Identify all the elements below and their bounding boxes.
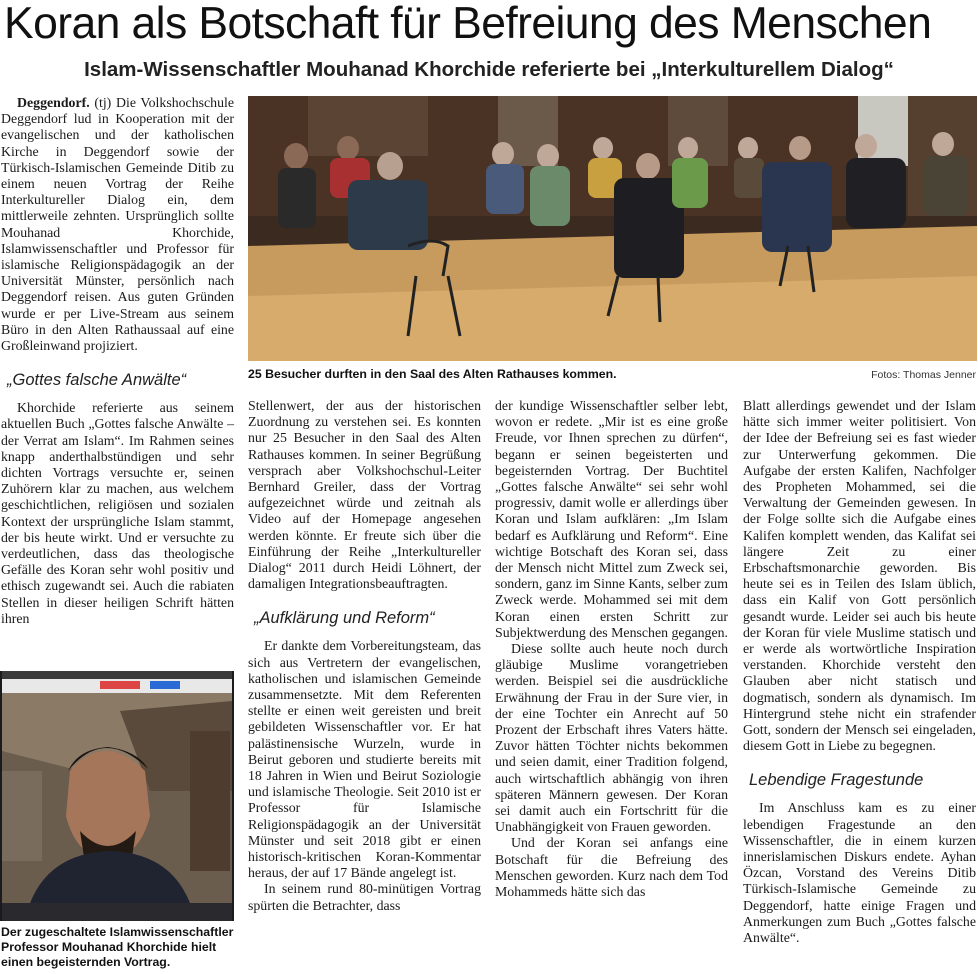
article-column-4 bbox=[743, 398, 976, 946]
photo-credit: Fotos: Thomas Jenner bbox=[871, 369, 976, 381]
paragraph: Blatt allerdings gewendet und der Islam hätte sich immer weiter politisiert. Von der Idee der Befreiung sei es fast wieder zur Unterwerfung gekommen. Die Aufgabe der ersten Kalifen, Nachfolger des Propheten Mohammed, sei die Verwaltung der Gemeinden gewesen. In der Folge sollte sich die Aufgabe eines Kalifen komplett wenden, das Kalifat sei längere Zeit zu einer Erbschaftsmonarchie geworden. Bis heute sei es in Teilen des Islam üblich, dass ein Kalif von Gott persönlich gesandt wurde. Leider sei auch bis heute der Koran für viele Muslime statisch und er werde als wortwörtliche Inspiration verstanden. Khorchide versteht den Glauben aber nicht statisch und dogmatisch, sondern als dynamisch. Im Hintergrund stehe nicht ein strafender Gott, sondern der Mensch sei eingeladen, diesem Gott in Liebe zu begegnen. bbox=[743, 398, 976, 754]
article-column-3 bbox=[495, 398, 728, 900]
article-column-2 bbox=[248, 398, 481, 914]
paragraph: der kundige Wissenschaftler selber lebt, wovon er redete. „Mir ist es eine große Freude, vor Ihnen sprechen zu dürfen“, begann er seinen begeisterten und begeisternden Vortrag. Der Buchtitel „Gottes falsche Anwälte“ sei sehr wohl progressiv, damit wolle er allerdings über Koran und Islam aufklären: „Im Islam bedarf es Aufklärung und Reform“. Eine wichtige Botschaft des Koran sei, dass der Mensch nicht Mittel zum Zweck sei, sondern, ganz im Sinne Kants, selber zum Zweck werde. Mohammed sei mit dem Koran einen ersten Schritt zur Subjektwerdung des Menschen gegangen. bbox=[495, 398, 728, 640]
paragraph: Im Anschluss kam es zu einer lebendigen Fragestunde an den Wissenschaftler, die in einem kurzen innerislamischen Diskurs endete. Ayhan Özcan, Vorstand des Vereins Ditib Türkisch-Islamische Gemeinde zu Deggendorf, hatte einige Fragen und Anmerkungen zum Buch „Gottes falsche Anwälte“. bbox=[743, 800, 976, 946]
main-photo bbox=[248, 96, 977, 361]
paragraph: Khorchide referierte aus seinem aktuellen Buch „Gottes falsche Anwälte – der Verrat am Islam“. Im Rahmen seines knapp anderthalbstündigen und sehr dichten Vortrags versuchte er, seinen Zuhörern klar zu machen, aus welchem geschichtlichen, religiösen und sozialen Kontext der ursprüngliche Islam stammt, der bis heute wirkt. Und er versuchte zu verdeutlichen, dass das theologische Gefälle des Koran sehr wohl positiv und ethisch zugewandt sei. Auch die rabiaten Stellen in dieser heiligen Schrift hätten ihren bbox=[1, 400, 234, 626]
video-call-image bbox=[0, 671, 234, 921]
main-photo-caption: 25 Besucher durften in den Saal des Alten Rathauses kommen. bbox=[248, 367, 617, 381]
subtitle-gottes-falsche-anwaelte: „Gottes falsche Anwälte“ bbox=[7, 371, 187, 390]
subheadline: Islam-Wissenschaftler Mouhanad Khorchide referierte bei „Interkulturellem Dialog“ bbox=[84, 58, 894, 81]
video-photo-caption: Der zugeschaltete Islamwissenschaftler Professor Mouhanad Khorchide hielt einen begeisternden Vortrag. bbox=[1, 925, 234, 969]
paragraph: Er dankte dem Vorbereitungsteam, das sich aus Vertretern der evangelischen, katholischen und islamischen Gemeinde zusammensetzte. Mit dem Referenten stellte er einen weit gereisten und breit gebildeten Wissenschaftler vor. Er hat palästinensische Wurzeln, wurde in Beirut geboren und studierte bereits mit 18 Jahren in Wien und Beirut Soziologie und islamische Theologie. Seit 2010 ist er Professor für Islamische Religionspädagogik an der Universität Münster und seit 2018 gibt er einen historisch-kritischen Koran-Kommentar heraus, der auf 17 Bände angelegt ist. bbox=[248, 638, 481, 881]
subtitle-aufklaerung-und-reform: „Aufklärung und Reform“ bbox=[254, 609, 435, 628]
dateline: Deggendorf. bbox=[17, 95, 90, 110]
paragraph: In seinem rund 80-minütigen Vortrag spürten die Betrachter, dass bbox=[248, 881, 481, 913]
paragraph: Stellenwert, der aus der historischen Zuordnung zu verstehen sei. Es konnten nur 25 Besucher in den Saal des Alten Rathauses kommen. In seiner Begrüßung versprach aber Volkshochschul-Leiter Bernhard Greiler, dass der Vortrag aufgezeichnet würde und zeitnah als Video auf der Homepage angesehen werden könnte. Er freute sich über die Einführung der Reihe „Interkultureller Dialog“ 2011 durch Heidi Löhnert, der damaligen Integrationsbeauftragten. bbox=[248, 398, 481, 592]
subtitle-lebendige-fragestunde: Lebendige Fragestunde bbox=[749, 771, 924, 790]
audience-hall-image bbox=[248, 96, 977, 361]
article-column-1 bbox=[1, 95, 234, 627]
video-photo bbox=[0, 671, 234, 921]
headline: Koran als Botschaft für Befreiung des Menschen bbox=[4, 0, 932, 48]
lead-paragraph bbox=[1, 95, 234, 354]
paragraph: Und der Koran sei anfangs eine Botschaft für die Befreiung des Menschen geworden. Kurz nach dem Tod Mohammeds hätte sich das bbox=[495, 835, 728, 900]
lead-text: (tj) Die Volkshochschule Deggendorf lud in Kooperation mit der evangelischen und der katholischen Kirche in Deggendorf sowie der Türkisch-Islamischen Gemeinde Ditib zu einem neuen Vortrag der Reihe Interkultureller Dialog ein, dem mittlerweile zehnten. Ursprünglich sollte Mouhanad Khorchide, Islamwissenschaftler und Professor für islamische Religionspädagogik an der Universität Münster, persönlich nach Deggendorf reisen. Aus guten Gründen wurde er per Live-Stream aus seinem Büro in den Alten Rathaussaal auf eine Großleinwand projiziert. bbox=[1, 95, 234, 354]
paragraph: Diese sollte auch heute noch durch gläubige Muslime vorangetrieben werden. Beispiel sei die ausdrückliche Erwähnung der Frau in der Sure vier, in der eine Tochter ein Anrecht auf 50 Prozent der Erbschaft ihres Vaters hätte. Zuvor hätten Töchter nichts bekommen und seien damit, einer Tradition folgend, auch wirtschaftlich abhängig von ihren späteren Männern gewesen. Der Koran sei damit auch ein Fortschritt für die Unabhängigkeit von Frauen geworden. bbox=[495, 641, 728, 835]
